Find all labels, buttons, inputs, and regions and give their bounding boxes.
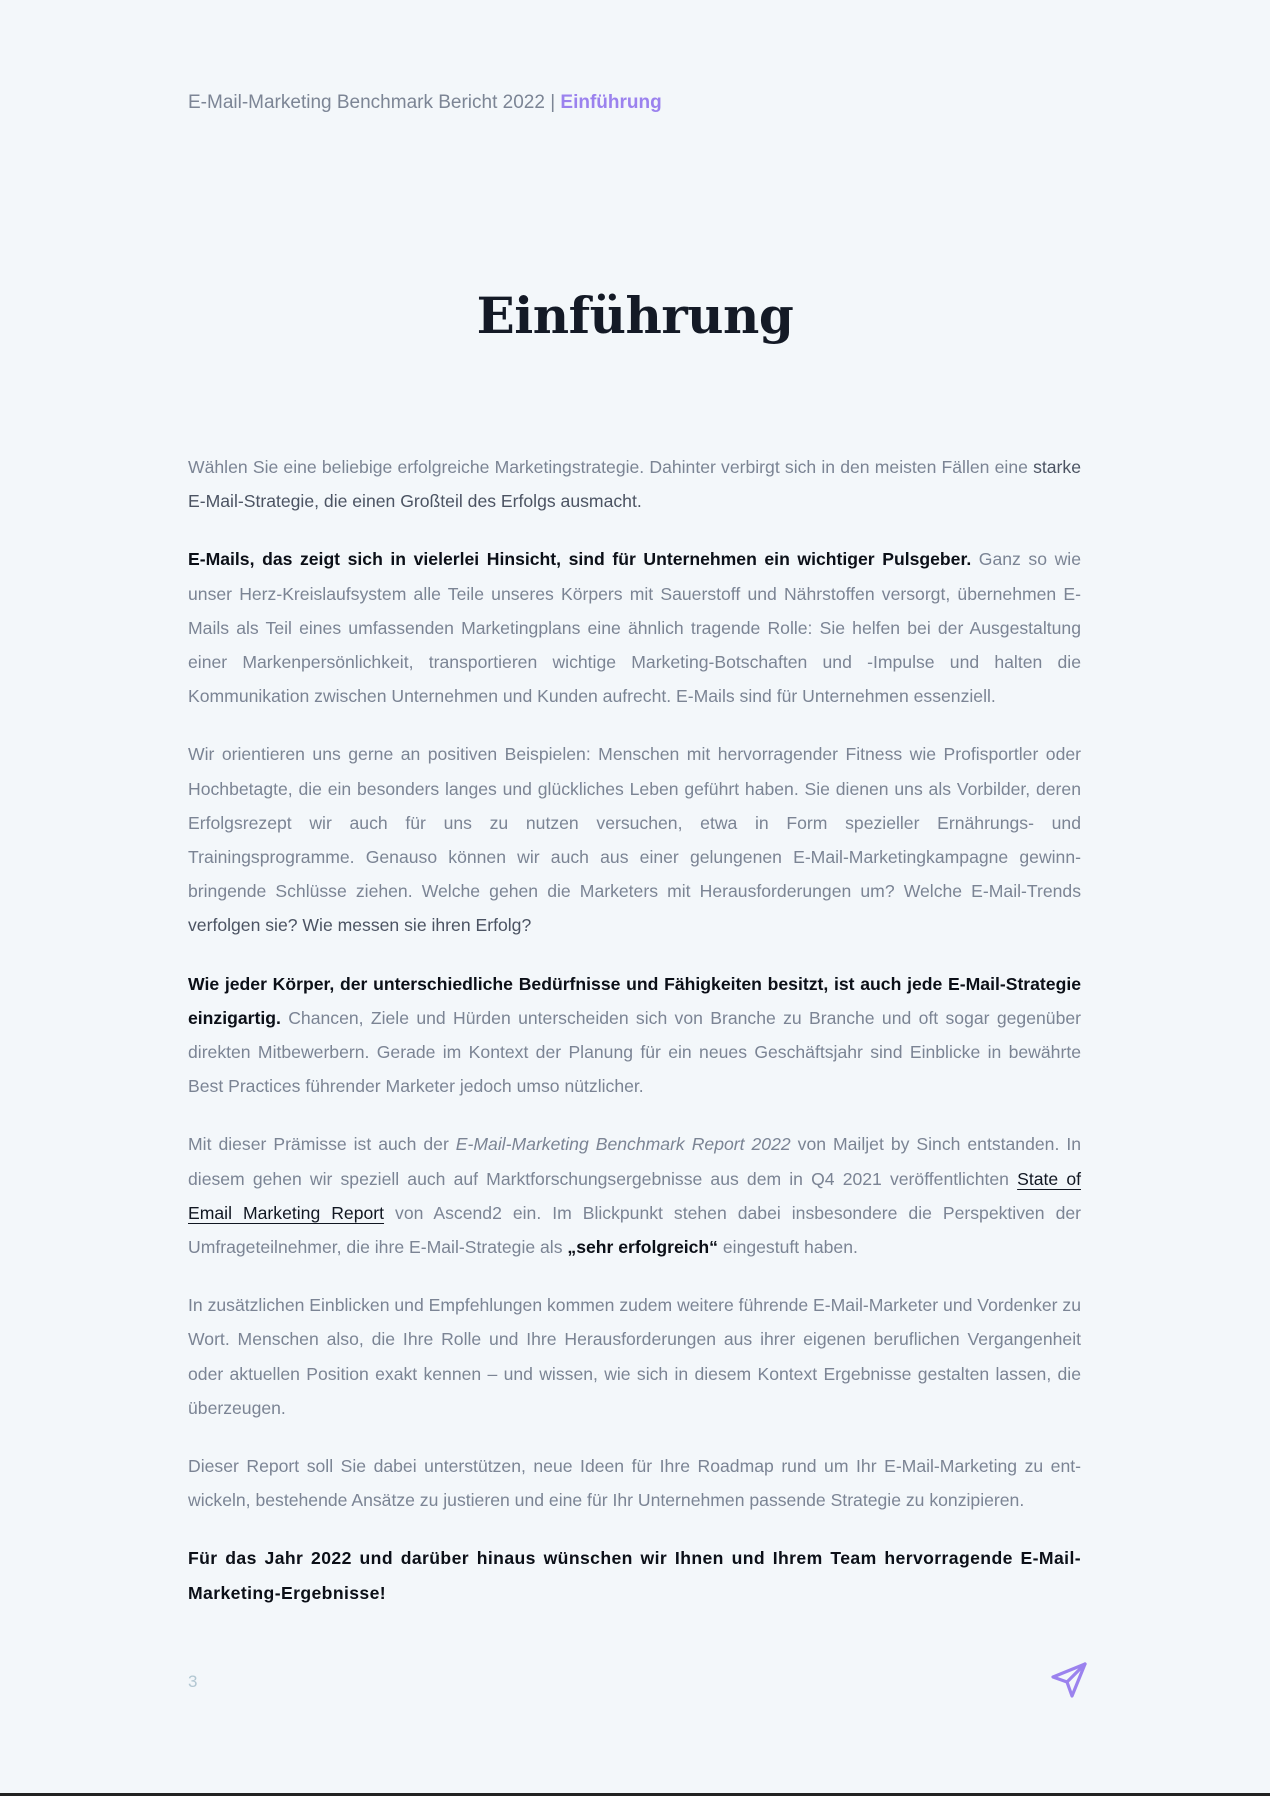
paragraph-5-text-b: von Mailjet by Sinch entstanden. In diesem gehen wir speziell auch auf Marktforschungsergebnisse aus dem in Q4 2021 veröffentlichten bbox=[188, 1134, 1081, 1189]
report-title-italic: E-Mail-Marketing Benchmark Report 2022 bbox=[455, 1134, 791, 1155]
paragraph-1 bbox=[188, 450, 1081, 518]
paragraph-3-text-end: verfolgen sie? Wie messen sie ihren Erfolg? bbox=[188, 915, 532, 936]
paragraph-2-text: Ganz so wie unser Herz-Kreislaufsystem alle Teile unseres Körpers mit Sauerstoff und Nährstoffen versorgt, übernehmen E-Mails als Teil eines umfassenden Marketingplans eine ähnlich tragende Rolle: Sie helfen bei der Ausgestaltung einer Markenpersönlichkeit, transportieren wichtige Marketing-Botschaften und -Impulse und halten die Kommunikation zwischen Unternehmen und Kunden aufrecht. E-Mails sind für Unternehmen essenziell. bbox=[188, 549, 1081, 707]
paragraph-1-text: Wählen Sie eine beliebige erfolgreiche Marketingstrategie. Dahinter verbirgt sich in den meisten Fällen eine bbox=[188, 457, 1028, 477]
paragraph-2 bbox=[188, 542, 1081, 713]
state-of-email-marketing-report-link[interactable]: State of Email Marketing Report bbox=[188, 1168, 1081, 1223]
send-icon bbox=[1049, 1660, 1089, 1700]
paragraph-3 bbox=[188, 737, 1081, 942]
paragraph-6: In zusätzlichen Einblicken und Empfehlungen kommen zudem weitere führende E-Mail-Marketer und Vordenker zu Wort. Menschen also, die Ihre Rolle und Ihre Herausforderungen aus ihrer eigenen beruflichen Vergangenheit oder aktuellen Position exakt kennen – und wissen, wie sich in diesem Kontext Ergebnisse gestalten lassen, die überzeugen. bbox=[188, 1295, 1081, 1418]
page-number: 3 bbox=[188, 1672, 198, 1691]
paragraph-7: Dieser Report soll Sie dabei unterstützen, neue Ideen für Ihre Roadmap rund um Ihr E-Mail-Marketing zu entwickeln, bestehende Ansätze zu justieren und eine für Ihr Unternehmen passende Strategie zu konzipieren. bbox=[188, 1456, 1081, 1511]
paragraph-5-emphasis: „sehr erfolgreich“ bbox=[567, 1237, 718, 1258]
paragraph-5-text-c: von Ascend2 ein. Im Blickpunkt stehen dabei insbesondere die Perspektiven der Umfrageteilnehmer, die ihre E-Mail-Strategie als bbox=[188, 1202, 1081, 1258]
paragraph-1-text-end: starke E-Mail-Strategie, die einen Großteil des Erfolgs ausmacht. bbox=[188, 457, 1081, 512]
running-header-section: Einführung bbox=[560, 92, 662, 113]
closing-statement: Für das Jahr 2022 und darüber hinaus wünschen wir Ihnen und Ihrem Team hervorragende E-Mail-Marketing-Ergebnisse! bbox=[188, 1548, 1081, 1603]
running-header-separator: | bbox=[550, 92, 556, 113]
paragraph-5-text-d: eingestuft haben. bbox=[717, 1237, 858, 1258]
paragraph-2-lead: E-Mails, das zeigt sich in vielerlei Hinsicht, sind für Unternehmen ein wichtiger Pulsgeber. bbox=[188, 549, 972, 570]
paragraph-4 bbox=[188, 967, 1081, 1104]
paragraph-3-text: Wir orientieren uns gerne an positiven Beispielen: Menschen mit hervorragender Fitness wie Profisportler oder Hochbetagte, die ein besonders langes und glückliches Leben geführt haben. Sie dienen uns als Vorbilder, deren Erfolgsrezept wir auch für uns zu nutzen versuchen, etwa in Form spezieller Ernährungs- und Trainingsprogramme. Genauso können wir auch aus einer gelungenen E-Mail-Marketingkampagne gewinnbringende Schlüsse ziehen. Welche gehen die Marketers mit Herausforderungen um? Welche E-Mail-Trends bbox=[188, 744, 1081, 902]
page-title: Einführung bbox=[476, 285, 794, 345]
running-header-title: E-Mail-Marketing Benchmark Bericht 2022 bbox=[188, 92, 545, 113]
paragraph-5 bbox=[188, 1127, 1081, 1264]
paragraph-5-text-a: Mit dieser Prämisse ist auch der bbox=[188, 1134, 456, 1155]
body-content bbox=[188, 450, 1081, 1634]
paragraph-4-text: Chancen, Ziele und Hürden unterscheiden sich von Branche zu Branche und oft sogar gegenüber direkten Mitbewerbern. Gerade im Kontext der Planung für ein neues Geschäftsjahr sind Einblicke in bewährte Best Practices führender Marketer jedoch umso nützlicher. bbox=[188, 1007, 1081, 1097]
paragraph-4-lead: Wie jeder Körper, der unterschiedliche Bedürfnisse und Fähigkeiten besitzt, ist auch jede E-Mail-Strategie einzigartig. bbox=[188, 973, 1081, 1028]
running-header bbox=[188, 92, 662, 114]
